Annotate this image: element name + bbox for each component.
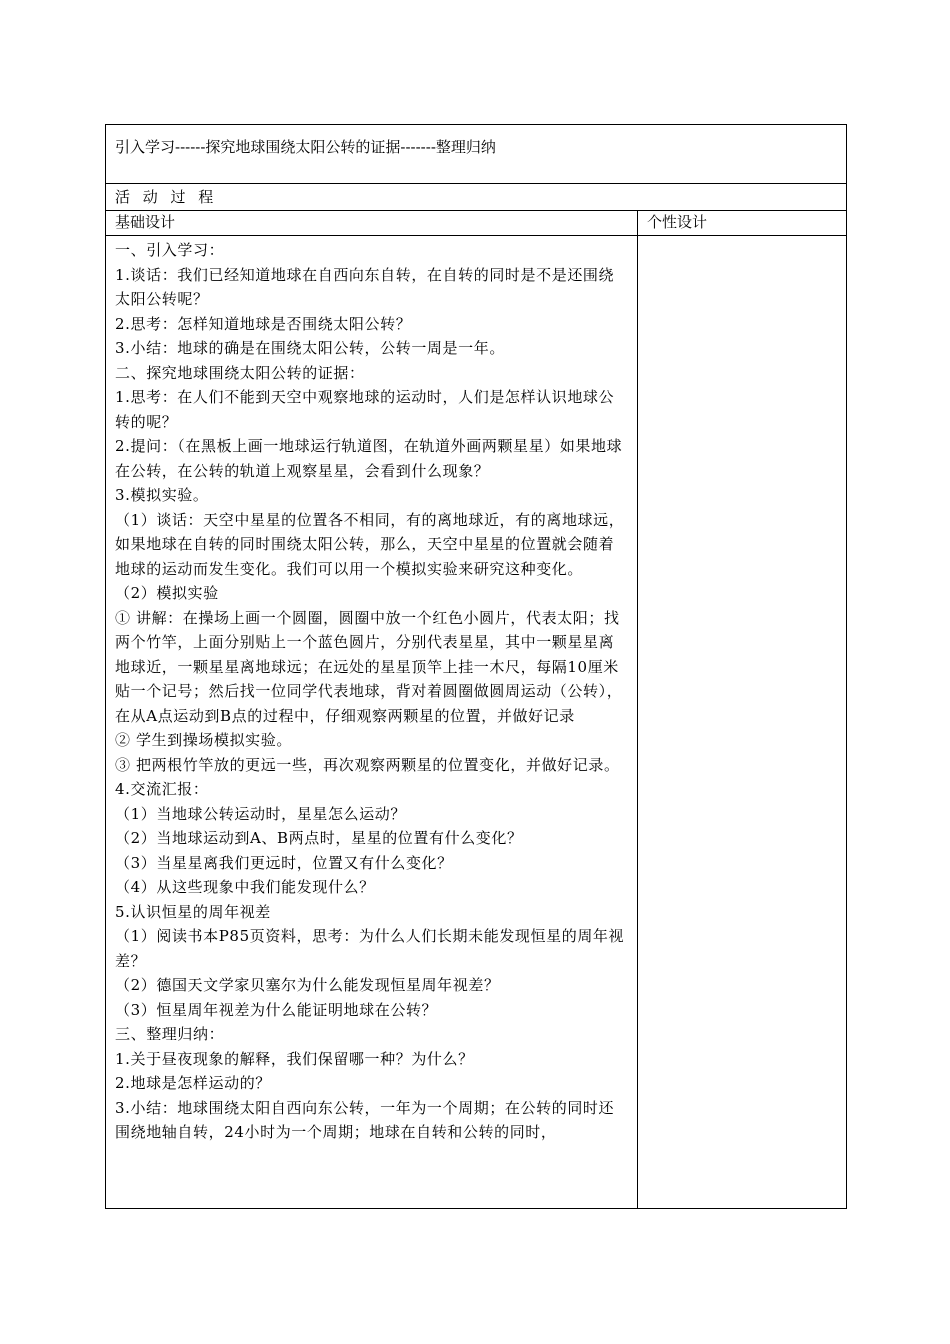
content-line: ③ 把两根竹竿放的更远一些，再次观察两颗星的位置变化，并做好记录。 xyxy=(115,755,620,774)
section-row xyxy=(106,184,847,211)
content-line: 3.小结：地球围绕太阳自西向东公转，一年为一个周期；在公转的同时还围绕地轴自转，24小时为一个周期；地球在自转和公转的同时， xyxy=(115,1098,615,1141)
personal-design-header: 个性设计 xyxy=(638,211,847,236)
teaching-flow: 引入学习------探究地球围绕太阳公转的证据-------整理归纳 xyxy=(106,125,847,184)
column-header-row xyxy=(106,211,847,236)
content-line: （4）从这些现象中我们能发现什么？ xyxy=(115,878,375,896)
basic-design-header: 基础设计 xyxy=(106,211,638,236)
content-line: ① 讲解：在操场上画一个圆圈，圆圈中放一个红色小圆片，代表太阳；找两个竹竿，上面分别贴上一个蓝色圆片，分别代表星星，其中一颗星星离地球近，一颗星星离地球远；在远处的星星顶竿上挂一木尺，每隔10厘米贴一个记号；然后找一位同学代表地球，背对着圆圈做圆周运动（公转），在从A点运动到B点的过程中，仔细观察两颗星的位置，并做好记录 xyxy=(115,608,623,725)
content-line: 1.谈话：我们已经知道地球在自西向东自转，在自转的同时是不是还围绕太阳公转呢？ xyxy=(115,265,615,308)
content-line: （1）谈话：天空中星星的位置各不相同，有的离地球近，有的离地球远，如果地球在自转的同时围绕太阳公转，那么，天空中星星的位置就会随着地球的运动而发生变化。我们可以用一个模拟实验来研究这种变化。 xyxy=(115,510,625,578)
content-line: ② 学生到操场模拟实验。 xyxy=(115,731,292,749)
content-line: （1）阅读书本P85页资料，思考：为什么人们长期未能发现恒星的周年视差？ xyxy=(115,927,625,970)
content-line: 2.提问：（在黑板上画一地球运行轨道图，在轨道外画两颗星星）如果地球在公转，在公转的轨道上观察星星，会看到什么现象？ xyxy=(115,437,623,480)
content-line: 二、探究地球围绕太阳公转的证据： xyxy=(115,363,365,382)
content-line: 一、引入学习： xyxy=(115,241,225,259)
content-line: 3.小结：地球的确是在围绕太阳公转，公转一周是一年。 xyxy=(115,339,505,357)
content-line: 1.关于昼夜现象的解释，我们保留哪一种？为什么？ xyxy=(115,1049,474,1068)
content-line: （2）德国天文学家贝塞尔为什么能发现恒星周年视差？ xyxy=(115,976,500,994)
content-line: （3）当星星离我们更远时，位置又有什么变化？ xyxy=(115,853,453,872)
content-line: 三、整理归纳： xyxy=(115,1025,225,1043)
content-line: 2.思考：怎样知道地球是否围绕太阳公转？ xyxy=(115,314,412,333)
content-line: （1）当地球公转运动时，星星怎么运动？ xyxy=(115,804,406,823)
content-line: （3）恒星周年视差为什么能证明地球在公转？ xyxy=(115,1000,438,1019)
content-line: 2.地球是怎样运动的？ xyxy=(115,1074,271,1092)
content-line: 3.模拟实验。 xyxy=(115,486,209,504)
content-line: （2）当地球运动到A、B两点时，星星的位置有什么变化？ xyxy=(115,829,523,847)
content-line: 1.思考：在人们不能到天空中观察地球的运动时，人们是怎样认识地球公转的呢？ xyxy=(115,388,615,431)
flow-row xyxy=(106,125,847,184)
content-line: （2）模拟实验 xyxy=(115,584,219,602)
content-line: 5.认识恒星的周年视差 xyxy=(115,902,271,921)
content-line: 4.交流汇报： xyxy=(115,780,209,798)
personal-design-content xyxy=(638,236,847,1209)
basic-design-content xyxy=(106,236,638,1209)
activity-process-heading: 活 动 过 程 xyxy=(106,184,847,211)
content-row xyxy=(106,236,847,1209)
lesson-plan-table xyxy=(105,124,847,1209)
